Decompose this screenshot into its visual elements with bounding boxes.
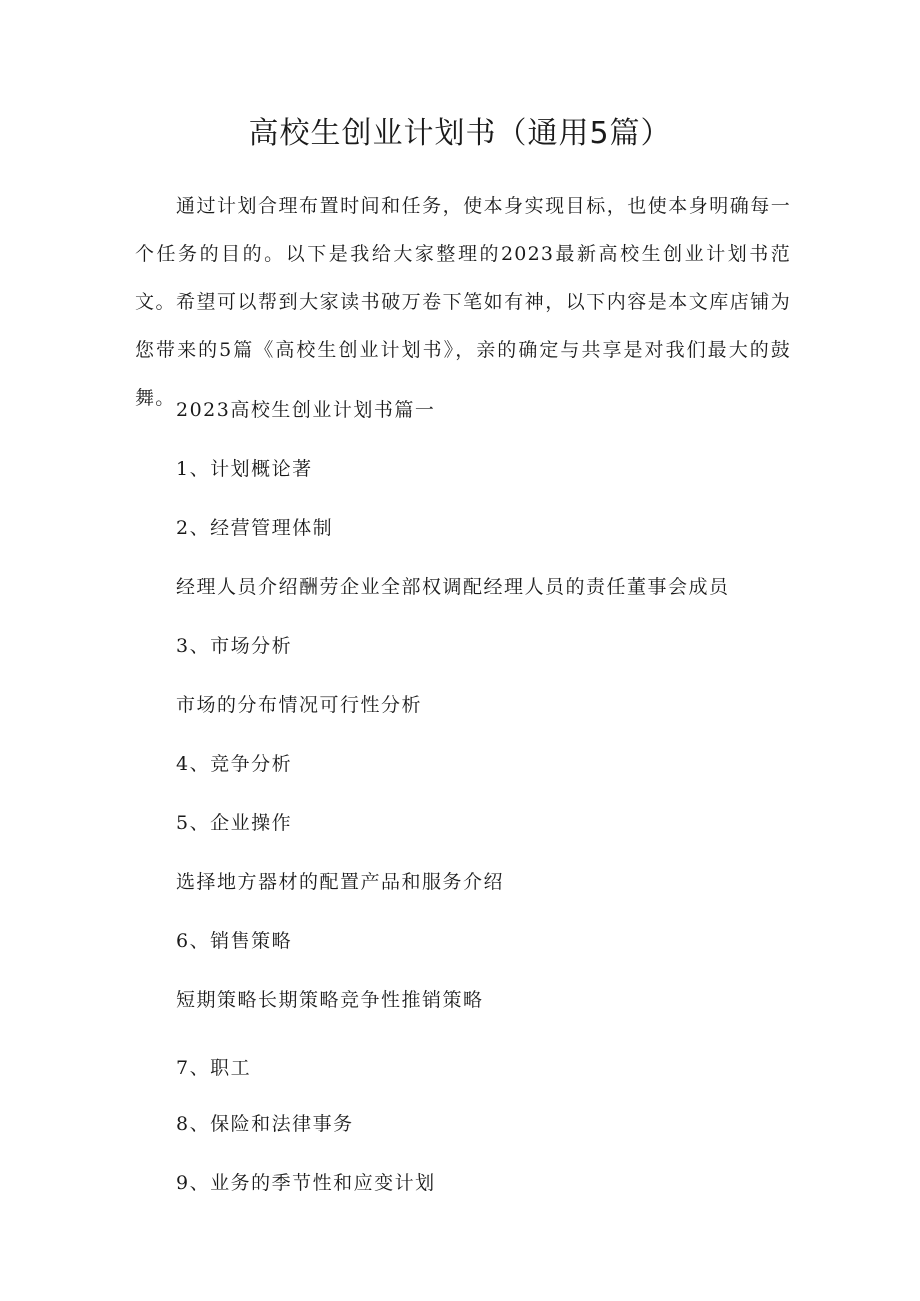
list-item: 7、职工 bbox=[176, 1057, 252, 1079]
list-item: 1、计划概论著 bbox=[176, 458, 313, 480]
list-item-detail: 经理人员介绍酬劳企业全部权调配经理人员的责任董事会成员 bbox=[176, 576, 730, 598]
list-item-detail: 选择地方器材的配置产品和服务介绍 bbox=[176, 871, 505, 893]
list-item: 3、市场分析 bbox=[176, 635, 293, 657]
document-title: 高校生创业计划书（通用5篇） bbox=[248, 116, 672, 151]
intro-paragraph: 通过计划合理布置时间和任务，使本身实现目标，也使本身明确每一个任务的目的。以下是我给大家整理的2023最新高校生创业计划书范文。希望可以帮到大家读书破万卷下笔如有神，以下内容是本文库店铺为您带来的5篇《高校生创业计划书》，亲的确定与共享是对我们最大的鼓舞。 bbox=[135, 195, 791, 409]
list-item: 4、竞争分析 bbox=[176, 753, 293, 775]
list-item-detail: 短期策略长期策略竞争性推销策略 bbox=[176, 989, 484, 1011]
list-item: 2、经营管理体制 bbox=[176, 517, 334, 539]
list-item: 8、保险和法律事务 bbox=[176, 1113, 354, 1135]
list-item: 5、企业操作 bbox=[176, 812, 293, 834]
list-item-detail: 市场的分布情况可行性分析 bbox=[176, 694, 423, 716]
list-item: 6、销售策略 bbox=[176, 930, 293, 952]
section-heading: 2023高校生创业计划书篇一 bbox=[176, 399, 436, 421]
list-item: 9、业务的季节性和应变计划 bbox=[176, 1172, 436, 1194]
